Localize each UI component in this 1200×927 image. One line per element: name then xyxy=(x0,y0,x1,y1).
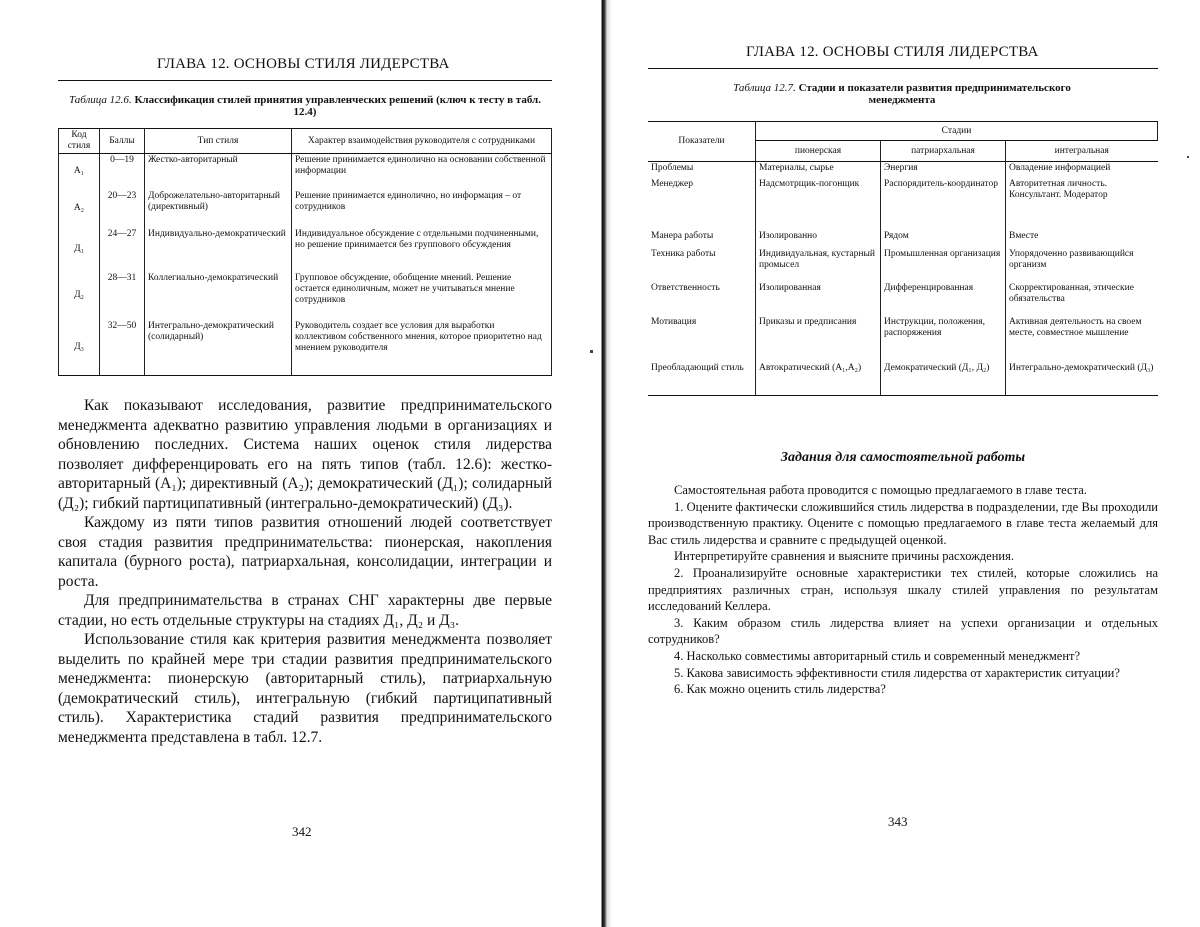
table-cell: А₂ xyxy=(59,190,100,228)
table-row xyxy=(59,272,552,320)
table-cell: Жестко-авторитарный xyxy=(145,154,292,190)
table-cell: Промышленная организация xyxy=(881,248,1006,282)
table-cell: Коллегиально-демократический xyxy=(145,272,292,320)
table-row xyxy=(648,248,1158,282)
table-cell: 32—50 xyxy=(100,320,145,376)
table-cell: Активная деятельность на своем месте, совместное мышление xyxy=(1006,316,1158,362)
column-header: интегральная xyxy=(1006,141,1158,162)
column-group-header: Стадии xyxy=(756,122,1158,141)
paragraph: 3. Каким образом стиль лидерства влияет на успехи организации и отдельных сотрудников? xyxy=(648,615,1158,647)
paragraph: Каждому из пяти типов развития отношений людей соответствует своя стадия развития предпринимательства: пионерская, накопления капитала (бурного роста), патриархальная, консолидации, интеграции и роста. xyxy=(58,514,552,590)
scan-speck xyxy=(590,350,593,353)
table-row xyxy=(648,362,1158,396)
table-cell: 24—27 xyxy=(100,228,145,272)
left-page xyxy=(0,0,598,927)
paragraph: 1. Оцените фактически сложившийся стиль лидерства в подразделении, где Вы проходили производственную практику. Оцените с помощью предлагаемого в главе теста желаемый для Вас стиль лидерства и сравните с предыдущей оценкой. xyxy=(648,499,1158,547)
paragraph: 6. Как можно оценить стиль лидерства? xyxy=(674,682,886,697)
table-cell: Менеджер xyxy=(648,178,756,230)
table-cell: Проблемы xyxy=(648,162,756,178)
column-header: Баллы xyxy=(100,129,145,154)
table-cell: Изолированная xyxy=(756,282,881,316)
column-header: патриархальная xyxy=(881,141,1006,162)
paragraph: 2. Проанализируйте основные характеристики тех стилей, которые сложились на предприятиях различных стран, используя шкалу стилей управления по результатам исследований Келлера. xyxy=(648,565,1158,614)
table-cell: Дифференцированная xyxy=(881,282,1006,316)
column-header: Характер взаимодействия руководителя с сотрудниками xyxy=(292,129,552,154)
table-cell: Д₃ xyxy=(59,320,100,376)
right-table-label: Таблица 12.7. xyxy=(733,82,796,94)
table-cell: Изолированно xyxy=(756,230,881,248)
right-table-title: Стадии и показатели развития предпринимательского менеджмента xyxy=(798,82,1071,106)
right-running-header: ГЛАВА 12. ОСНОВЫ СТИЛЯ ЛИДЕРСТВА xyxy=(746,44,1039,60)
table-header-row xyxy=(648,122,1158,141)
right-body-text xyxy=(648,482,1158,698)
paragraph: Как показывают исследования, развитие предпринимательского менеджмента адекватно развитию управления людьми в организациях и обновлению последних. Система наших оценок стиля лидерства позволяет дифференцировать его на пять типов (табл. 12.6): жестко-авторитарный (А₁); директивный (А₂); демократический (Д₁); солидарный (Д₂); гибкий партиципативный (интегрально-демократический) (Д₃). xyxy=(58,397,552,512)
paragraph: 4. Насколько совместимы авторитарный стиль и современный менеджмент? xyxy=(674,648,1081,663)
table-cell: Решение принимается единолично на основании собственной информации xyxy=(292,154,552,190)
table-cell: Индивидуально-демократический xyxy=(145,228,292,272)
table-cell: Преобладающий стиль xyxy=(648,362,756,396)
table-cell: 20—23 xyxy=(100,190,145,228)
book-spine xyxy=(598,0,612,927)
table-cell: Надсмотрщик-погонщик xyxy=(756,178,881,230)
column-header: Показатели xyxy=(648,122,756,162)
page-number: 342 xyxy=(292,824,312,839)
table-cell: А₁ xyxy=(59,154,100,190)
table-row xyxy=(59,154,552,190)
paragraph: 5. Какова зависимость эффективности стиля лидерства от характеристик ситуации? xyxy=(674,665,1120,680)
table-cell: Рядом xyxy=(881,230,1006,248)
section-title: Задания для самостоятельной работы xyxy=(780,450,1026,465)
table-cell: Интегрально-демократический (Д₃) xyxy=(1006,362,1158,396)
table-cell: Скорректированная, этические обязательства xyxy=(1006,282,1158,316)
table-cell: Автократический (А₁,А₂) xyxy=(756,362,881,396)
paragraph: Для предпринимательства в странах СНГ характерны две первые стадии, но есть отдельные структуры на стадиях Д₁, Д₂ и Д₃. xyxy=(58,592,552,629)
right-header-rule xyxy=(648,68,1158,69)
column-header: пионерская xyxy=(756,141,881,162)
stages-table xyxy=(648,121,1158,396)
table-cell: Авторитетная личность. Консультант. Модератор xyxy=(1006,178,1158,230)
table-cell: Решение принимается единолично, но информация – от сотрудников xyxy=(292,190,552,228)
table-cell: Овладение информацией xyxy=(1006,162,1158,178)
paragraph: Использование стиля как критерия развития менеджмента позволяет выделить по крайней мере три стадии развития предпринимательского менеджмента: пионерскую (авторитарный стиль), патриархальную (демократический стиль), интегральную (гибкий партиципативный стиль). Характеристика стадий развития предпринимательского менеджмента представлена в табл. 12.7. xyxy=(58,631,552,746)
right-page xyxy=(612,0,1200,927)
table-cell: Распорядитель-координатор xyxy=(881,178,1006,230)
table-cell: Энергия xyxy=(881,162,1006,178)
left-header-rule xyxy=(58,80,552,81)
table-row xyxy=(59,228,552,272)
left-body-text xyxy=(58,396,552,747)
table-cell: Манера работы xyxy=(648,230,756,248)
table-cell: Групповое обсуждение, обобщение мнений. Решение остается единоличным, может не учитываться мнение сотрудников xyxy=(292,272,552,320)
table-cell: Индивидуальная, кустарный промысел xyxy=(756,248,881,282)
table-cell: Мотивация xyxy=(648,316,756,362)
left-running-header: ГЛАВА 12. ОСНОВЫ СТИЛЯ ЛИДЕРСТВА xyxy=(157,56,450,72)
table-cell: Интегрально-демократический (солидарный) xyxy=(145,320,292,376)
table-row xyxy=(648,230,1158,248)
table-row xyxy=(648,316,1158,362)
table-row xyxy=(59,190,552,228)
table-row xyxy=(648,178,1158,230)
table-cell: Приказы и предписания xyxy=(756,316,881,362)
table-header-row xyxy=(59,129,552,154)
column-header: Тип стиля xyxy=(145,129,292,154)
table-row xyxy=(648,282,1158,316)
table-cell: Вместе xyxy=(1006,230,1158,248)
table-cell: 28—31 xyxy=(100,272,145,320)
table-cell: Доброжелательно-авторитарный (директивный) xyxy=(145,190,292,228)
paragraph: Самостоятельная работа проводится с помощью предлагаемого в главе теста. xyxy=(674,483,1087,497)
style-classification-table xyxy=(58,128,552,376)
column-header: Код стиля xyxy=(59,129,100,154)
table-cell: Руководитель создает все условия для выработки коллективом собственного мнения, которое приоритетно над мнением руководителя xyxy=(292,320,552,376)
table-cell: Материалы, сырье xyxy=(756,162,881,178)
table-cell: Демократический (Д₁, Д₂) xyxy=(881,362,1006,396)
table-row xyxy=(59,320,552,376)
left-table-title: Классификация стилей принятия управленческих решений (ключ к тесту в табл. 12.4) xyxy=(134,94,541,118)
left-table-label: Таблица 12.6. xyxy=(69,94,132,106)
paragraph: Интерпретируйте сравнения и выясните причины расхождения. xyxy=(674,549,1014,564)
table-row xyxy=(648,162,1158,178)
table-cell: Инструкции, положения, распоряжения xyxy=(881,316,1006,362)
left-table-caption xyxy=(60,94,550,118)
right-table-caption xyxy=(732,82,1072,106)
table-cell: Упорядоченно развивающийся организм xyxy=(1006,248,1158,282)
table-cell: Техника работы xyxy=(648,248,756,282)
page-number: 343 xyxy=(888,814,908,829)
table-cell: Д₂ xyxy=(59,272,100,320)
table-cell: Ответственность xyxy=(648,282,756,316)
table-cell: Д₁ xyxy=(59,228,100,272)
table-cell: 0—19 xyxy=(100,154,145,190)
table-cell: Индивидуальное обсуждение с отдельными подчиненными, но решение принимается без группового обсуждения xyxy=(292,228,552,272)
